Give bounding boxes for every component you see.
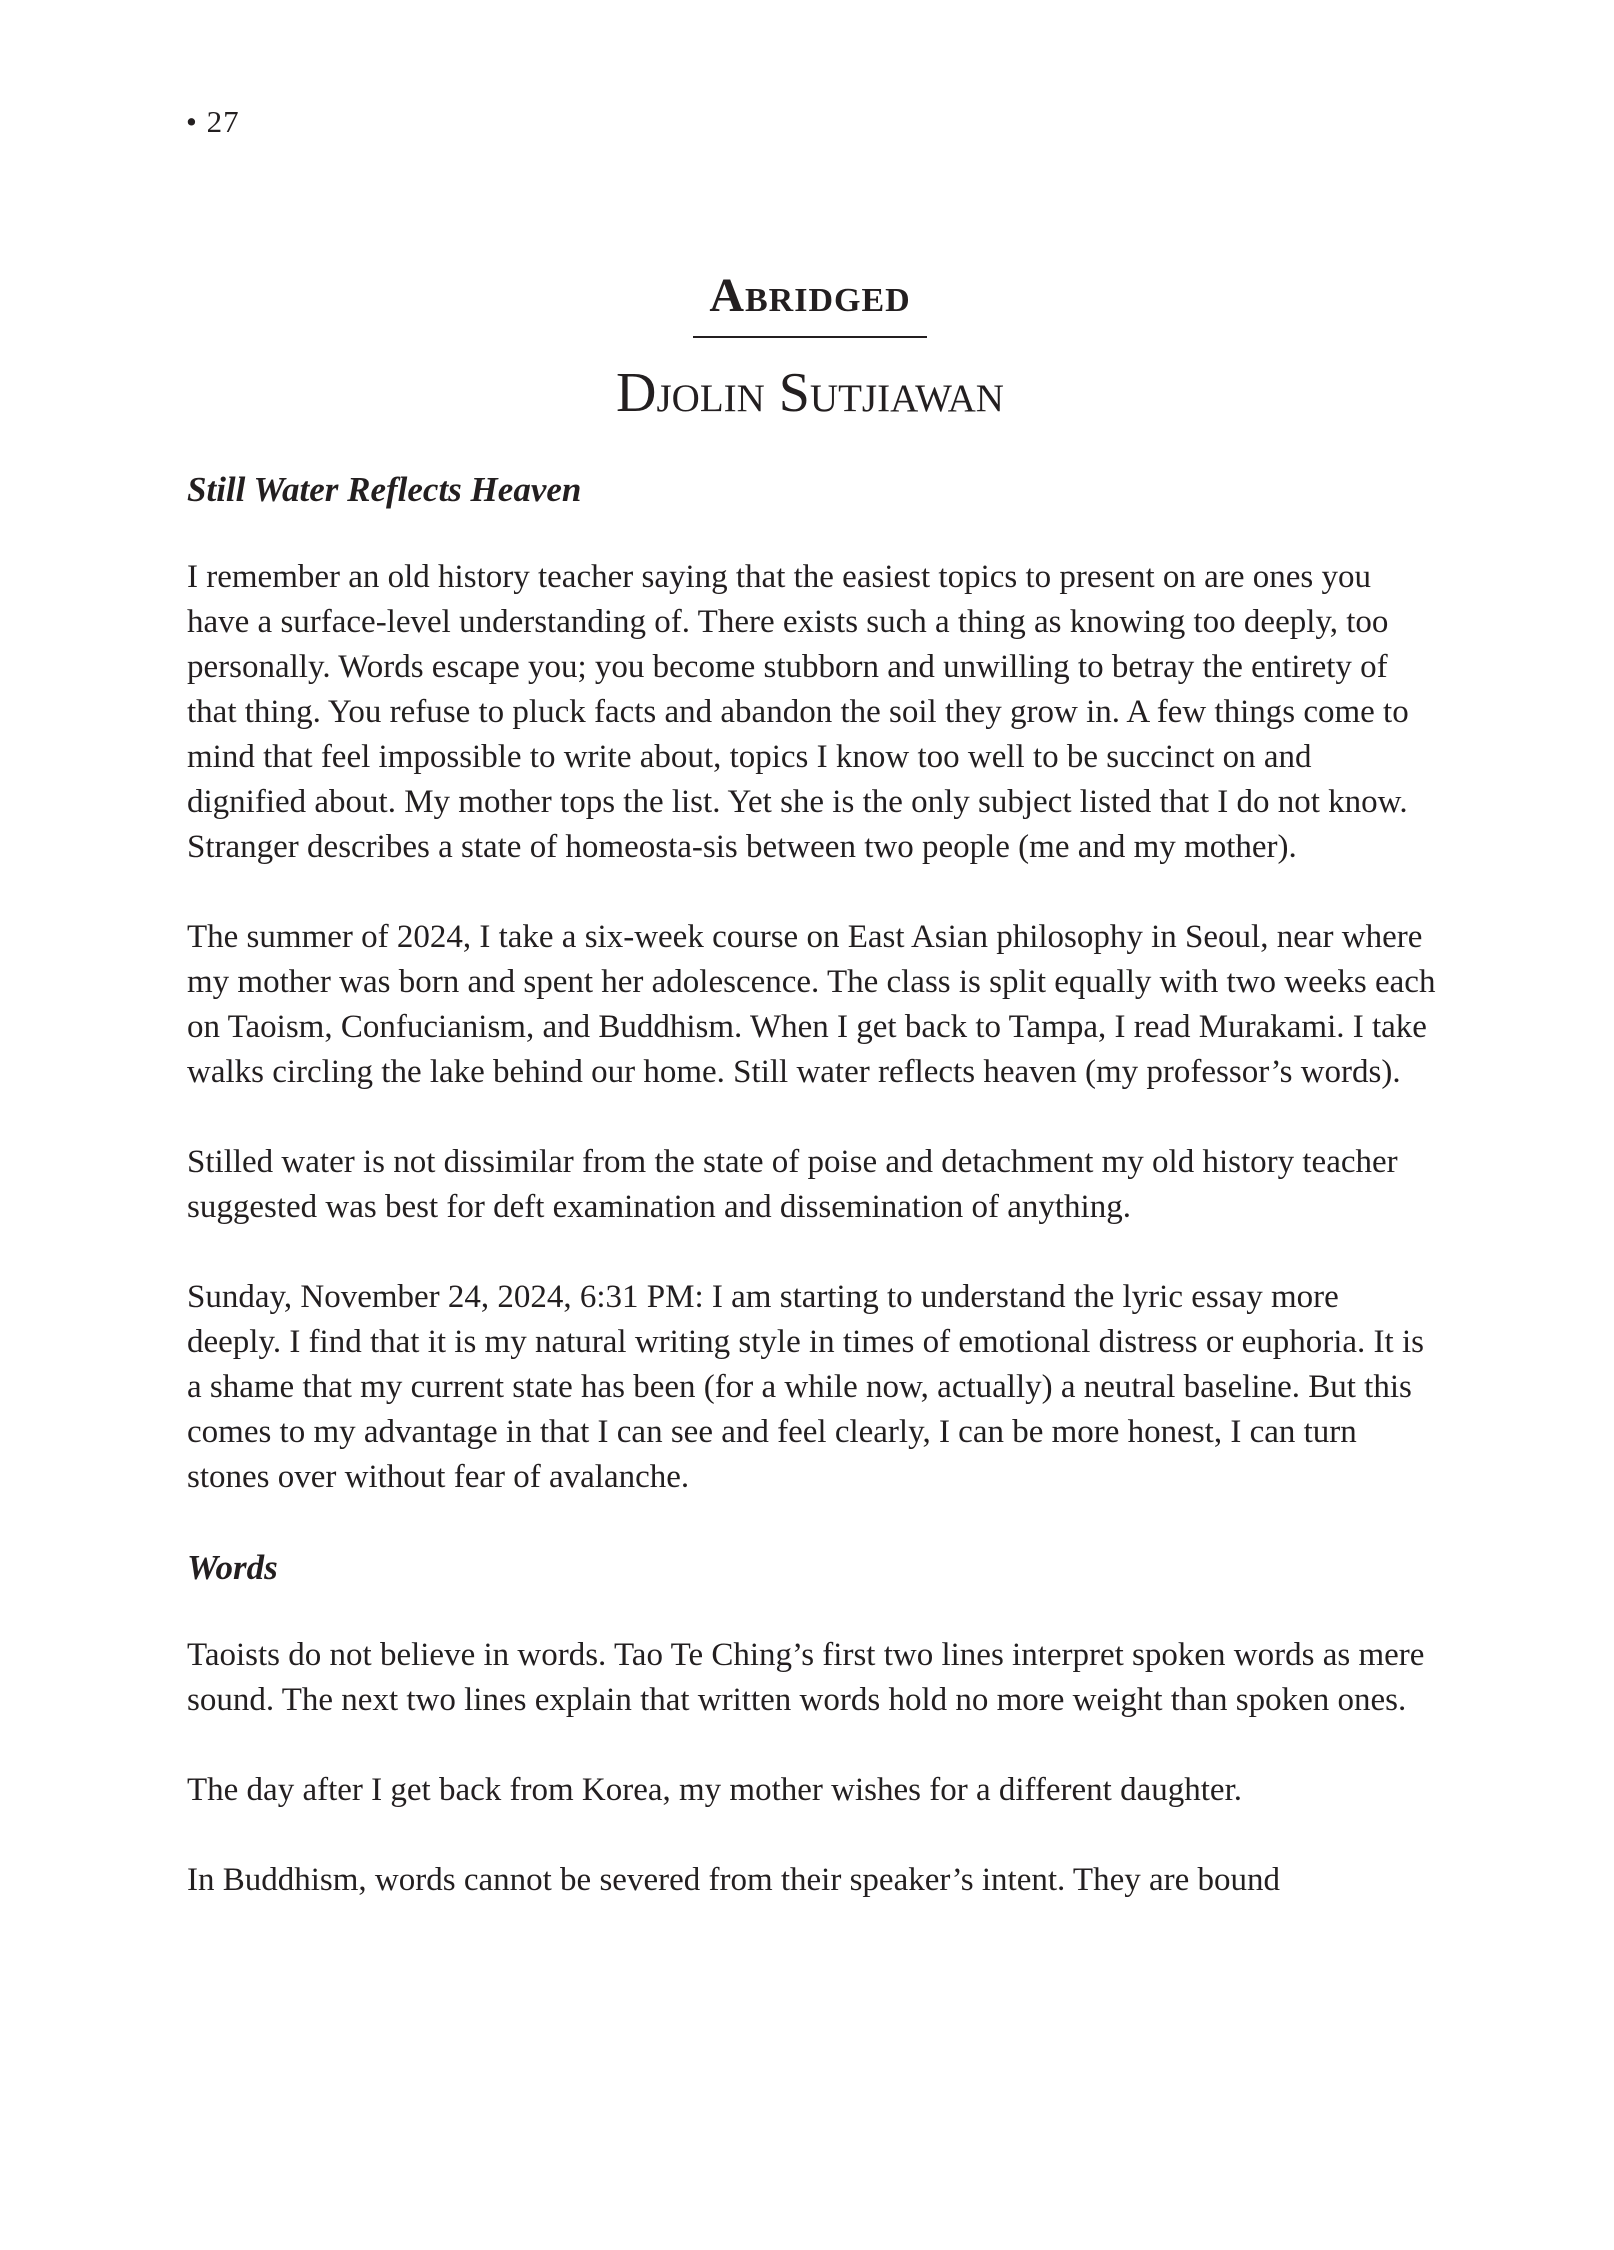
paragraph: The summer of 2024, I take a six-week course on East Asian philosophy in Seoul, near where my mother was born and spent her adolescence. The class is split equally with two weeks each on Taoism, Confucianism, and Buddhism. When I get back to Tampa, I read Murakami. I take walks circling the lake behind our home. Still water reflects heaven (my professor’s words). [187, 919, 1436, 1090]
paragraph: In Buddhism, words cannot be severed from their speaker’s intent. They are bound [187, 1862, 1280, 1898]
paragraph: Stilled water is not dissimilar from the state of poise and detachment my old history teacher suggested was best for deft examination and dissemination of anything. [187, 1144, 1398, 1225]
paragraph: I remember an old history teacher saying that the easiest topics to present on are ones you have a surface-level understanding of. There exists such a thing as knowing too deeply, too personally. Words escape you; you become stubborn and unwilling to betray the entirety of that thing. You refuse to pluck facts and abandon the soil they grow in. A few things come to mind that feel impossible to write about, topics I know too well to be succinct on and dignified about. My mother tops the list. Yet she is the only subject listed that I do not know. Stranger describes a state of homeosta-sis between two people (me and my mother). [187, 559, 1409, 865]
title-divider [693, 336, 927, 338]
section-heading: Words [187, 1548, 278, 1587]
paragraph: The day after I get back from Korea, my mother wishes for a different daughter. [187, 1772, 1242, 1808]
page-number: • 27 [186, 104, 240, 139]
section-words [187, 1545, 1437, 1903]
title-block [500, 265, 1120, 428]
article-title: Abridged [709, 269, 911, 322]
article-body [187, 467, 1437, 1903]
article-author: Djolin Sutjiawan [616, 362, 1004, 424]
paragraph: Taoists do not believe in words. Tao Te Ching’s first two lines interpret spoken words as mere sound. The next two lines explain that written words hold no more weight than spoken ones. [187, 1637, 1425, 1718]
paragraph: Sunday, November 24, 2024, 6:31 PM: I am starting to understand the lyric essay more deeply. I find that it is my natural writing style in times of emotional distress or euphoria. It is a shame that my current state has been (for a while now, actually) a neutral baseline. But this comes to my advantage in that I can see and feel clearly, I can be more honest, I can turn stones over without fear of avalanche. [187, 1279, 1424, 1495]
section-still-water [187, 467, 1437, 1500]
section-heading: Still Water Reflects Heaven [187, 470, 582, 509]
